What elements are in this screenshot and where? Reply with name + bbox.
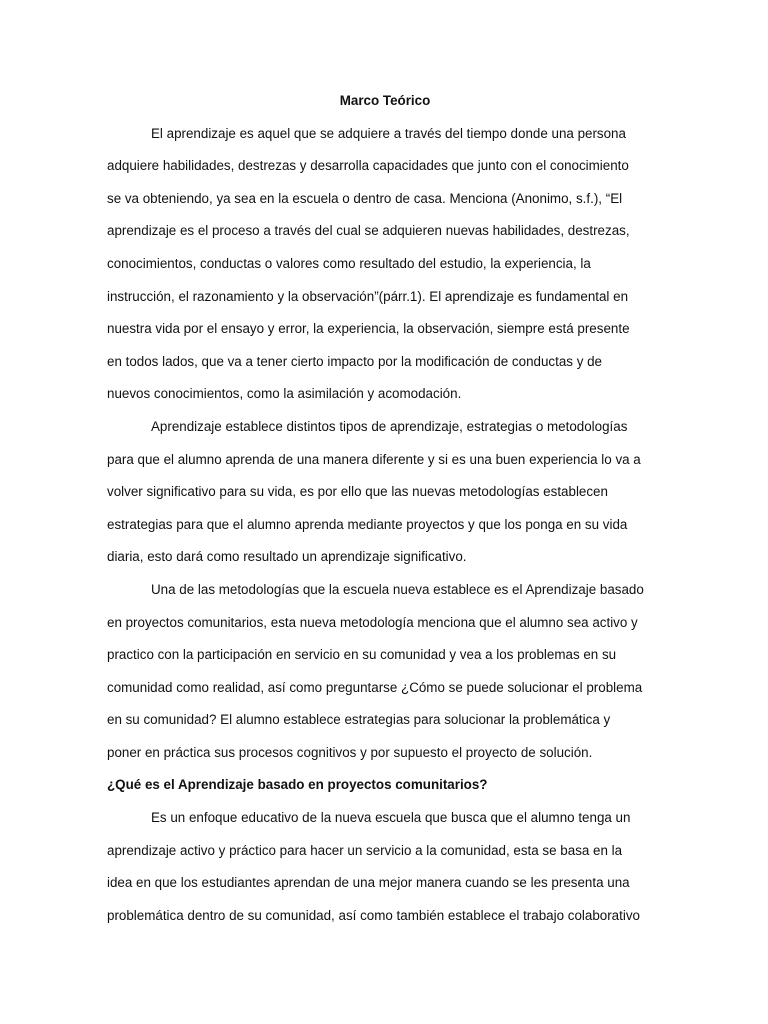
paragraph-line: nuestra vida por el ensayo y error, la experiencia, la observación, siempre está presente [107, 321, 630, 337]
paragraph-line: El aprendizaje es aquel que se adquiere a través del tiempo donde una persona [151, 125, 626, 141]
paragraph-line: Una de las metodologías que la escuela nueva establece es el Aprendizaje basado [151, 581, 644, 597]
paragraph-line: aprendizaje es el proceso a través del cual se adquieren nuevas habilidades, destrezas, [107, 223, 630, 239]
paragraph-line: estrategias para que el alumno aprenda mediante proyectos y que los ponga en su vida [107, 516, 628, 532]
paragraph-line: se va obteniendo, ya sea en la escuela o dentro de casa. Menciona (Anonimo, s.f.), “El [107, 190, 623, 206]
paragraph-line: en todos lados, que va a tener cierto impacto por la modificación de conductas y de [107, 353, 603, 369]
paragraph-line: adquiere habilidades, destrezas y desarrolla capacidades que junto con el conocimiento [107, 158, 629, 174]
paragraph-line: instrucción, el razonamiento y la observación”(párr.1). El aprendizaje es fundamental en [107, 288, 629, 304]
paragraph-line: comunidad como realidad, así como preguntarse ¿Cómo se puede solucionar el problema [107, 679, 643, 695]
section-heading: ¿Qué es el Aprendizaje basado en proyectos comunitarios? [107, 777, 488, 793]
paragraph-line: en proyectos comunitarios, esta nueva metodología menciona que el alumno sea activo y [107, 614, 638, 630]
paragraph-line: conocimientos, conductas o valores como resultado del estudio, la experiencia, la [107, 255, 591, 271]
document-title: Marco Teórico [339, 93, 431, 108]
paragraph-line: aprendizaje activo y práctico para hacer un servicio a la comunidad, esta se basa en la [107, 842, 623, 858]
paragraph-line: volver significativo para su vida, es por ello que las nuevas metodologías establecen [107, 484, 608, 500]
paragraph-line: Aprendizaje establece distintos tipos de aprendizaje, estrategias o metodologías [151, 418, 628, 434]
paragraph-line: nuevos conocimientos, como la asimilación y acomodación. [107, 386, 462, 402]
paragraph-line: diaria, esto dará como resultado un aprendizaje significativo. [107, 549, 467, 565]
paragraph-line: problemática dentro de su comunidad, así como también establece el trabajo colaborativo [107, 907, 640, 923]
paragraph-line: en su comunidad? El alumno establece estrategias para solucionar la problemática y [107, 712, 611, 728]
paragraph-line: Es un enfoque educativo de la nueva escuela que busca que el alumno tenga un [151, 810, 631, 826]
paragraph-line: para que el alumno aprenda de una manera diferente y si es una buen experiencia lo va a [107, 451, 641, 467]
paragraph-line: idea en que los estudiantes aprendan de una mejor manera cuando se les presenta una [107, 875, 630, 891]
document-body [107, 88, 663, 935]
paragraph-line: practico con la participación en servicio en su comunidad y vea a los problemas en su [107, 647, 617, 663]
paragraph-line: poner en práctica sus procesos cognitivos y por supuesto el proyecto de solución. [107, 744, 593, 760]
